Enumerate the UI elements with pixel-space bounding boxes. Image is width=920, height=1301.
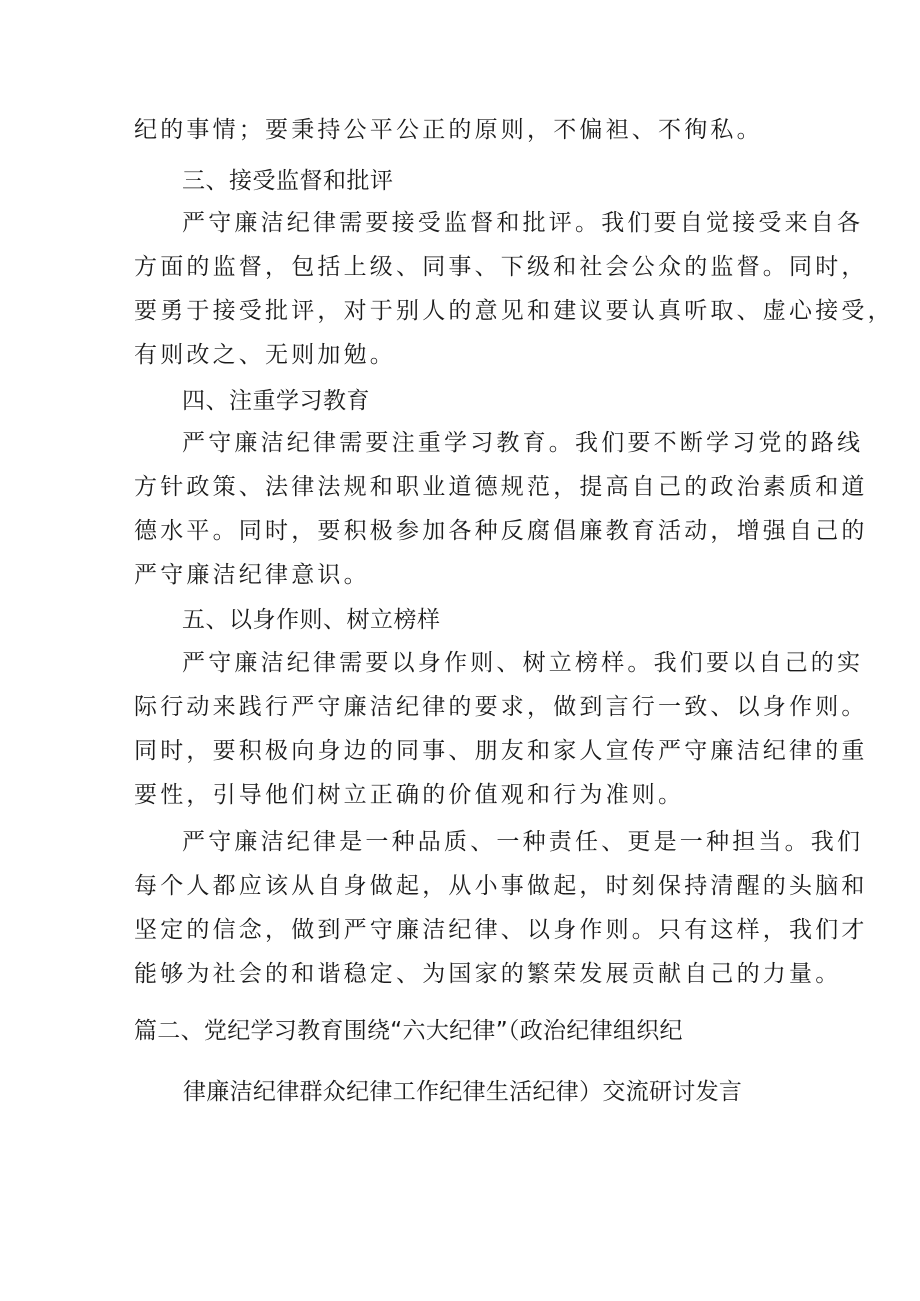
body-text-line: 要勇于接受批评，对于别人的意见和建议要认真听取、虚心接受， xyxy=(134,298,894,324)
body-text-line: 严守廉洁纪律需要以身作则、树立榜样。我们要以自己的实 xyxy=(182,650,864,676)
body-text-line: 方面的监督，包括上级、同事、下级和社会公众的监督。同时， xyxy=(134,254,868,280)
body-text-line: 要性，引导他们树立正确的价值观和行为准则。 xyxy=(134,782,685,808)
body-text-line: 纪的事情；要秉持公平公正的原则，不偏袒、不徇私。 xyxy=(134,117,763,143)
body-text-line: 每个人都应该从自身做起，从小事做起，时刻保持清醒的头脑和 xyxy=(134,873,868,899)
body-text-line: 同时，要积极向身边的同事、朋友和家人宣传严守廉洁纪律的重 xyxy=(134,738,868,764)
body-text-line: 能够为社会的和谐稳定、为国家的繁荣发展贡献自己的力量。 xyxy=(134,961,842,987)
body-text-line: 德水平。同时，要积极参加各种反腐倡廉教育活动，增强自己的 xyxy=(134,518,868,544)
body-text-line: 有则改之、无则加勉。 xyxy=(134,342,396,368)
article-title-line: 律廉洁纪律群众纪律工作纪律生活纪律）交流研讨发言 xyxy=(183,1079,743,1105)
body-text-line: 严守廉洁纪律需要接受监督和批评。我们要自觉接受来自各 xyxy=(182,210,864,236)
section-heading: 三、接受监督和批评 xyxy=(182,168,394,194)
body-text-line: 严守廉洁纪律是一种品质、一种责任、更是一种担当。我们 xyxy=(182,829,864,855)
body-text-line: 严守廉洁纪律意识。 xyxy=(134,562,370,588)
body-text-line: 际行动来践行严守廉洁纪律的要求，做到言行一致、以身作则。 xyxy=(134,694,868,720)
article-title-line: 篇二、党纪学习教育围绕“六大纪律”（政治纪律组织纪 xyxy=(134,1018,683,1044)
section-heading: 四、注重学习教育 xyxy=(182,388,370,414)
body-text-line: 方针政策、法律法规和职业道德规范，提高自己的政治素质和道 xyxy=(134,474,868,500)
section-heading: 五、以身作则、树立榜样 xyxy=(182,607,441,633)
body-text-line: 严守廉洁纪律需要注重学习教育。我们要不断学习党的路线 xyxy=(182,430,864,456)
body-text-line: 坚定的信念，做到严守廉洁纪律、以身作则。只有这样，我们才 xyxy=(134,917,868,943)
